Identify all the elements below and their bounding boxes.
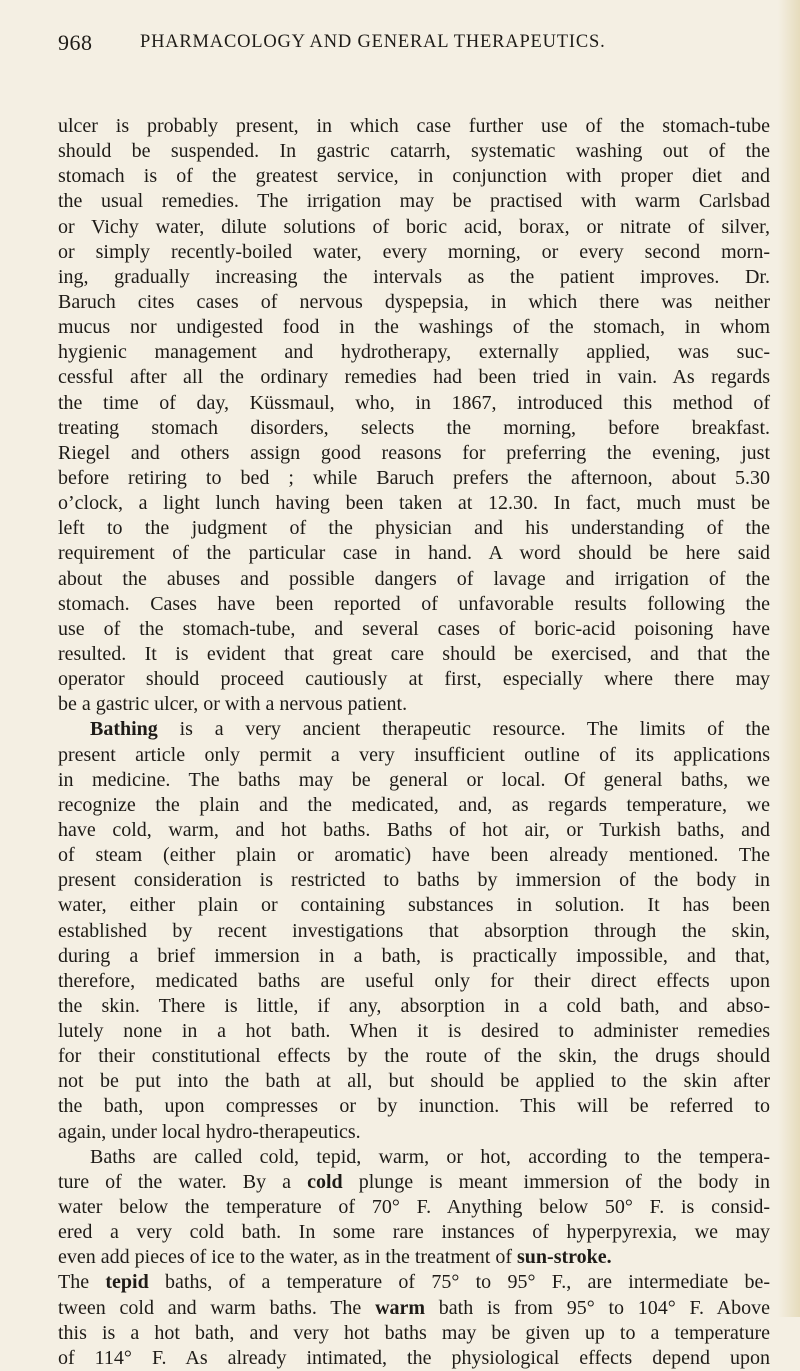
text-segment: mucus nor undigested food in the washings of the stomach, in whom <box>58 316 770 339</box>
text-segment: of 114° F. As already intimated, the physiological effects depend upon <box>58 1346 770 1369</box>
text-line <box>58 617 770 642</box>
text-line <box>58 240 770 265</box>
text-line <box>58 265 770 290</box>
page-header <box>58 24 770 64</box>
text-line <box>58 1245 770 1270</box>
text-line <box>58 491 770 516</box>
text-line <box>58 189 770 214</box>
text-segment: cessful after all the ordinary remedies had been tried in vain. As regards <box>58 366 770 389</box>
text-segment: even add pieces of ice to the water, as in the treatment of <box>58 1246 518 1269</box>
bold-term: cold <box>307 1170 343 1193</box>
text-line <box>58 868 770 893</box>
text-line <box>58 340 770 365</box>
text-line <box>58 567 770 592</box>
text-line <box>58 315 770 340</box>
text-segment: treating stomach disorders, selects the morning, before breakfast. <box>58 416 770 439</box>
text-segment: lutely none in a hot bath. When it is desired to administer remedies <box>58 1020 770 1043</box>
text-segment: the time of day, Küssmaul, who, in 1867, introduced this method of <box>58 391 770 414</box>
text-segment: recognize the plain and the medicated, and, as regards temperature, we <box>58 793 770 816</box>
text-segment: for their constitutional effects by the route of the skin, the drugs should <box>58 1045 770 1068</box>
text-segment: resulted. It is evident that great care should be exercised, and that the <box>58 642 770 665</box>
text-segment: again, under local hydro-therapeutics. <box>58 1120 361 1143</box>
text-line <box>58 768 770 793</box>
text-segment: the usual remedies. The irrigation may be practised with warm Carlsbad <box>58 190 770 213</box>
text-line <box>58 692 770 717</box>
text-line <box>58 1145 770 1170</box>
bold-term: Bathing <box>90 718 158 741</box>
text-segment: Baths are called cold, tepid, warm, or hot, according to the tempera- <box>90 1145 770 1168</box>
text-segment: of steam (either plain or aromatic) have been already mentioned. The <box>58 844 770 867</box>
text-segment: o’clock, a light lunch having been taken at 12.30. In fact, much must be <box>58 492 770 515</box>
text-segment: established by recent investigations that absorption through the skin, <box>58 919 770 942</box>
text-line <box>58 1270 770 1295</box>
text-line <box>58 215 770 240</box>
running-head: PHARMACOLOGY AND GENERAL THERAPEUTICS. <box>140 32 606 52</box>
page-number: 968 <box>58 30 93 55</box>
bold-term: warm <box>375 1296 426 1319</box>
text-segment: ered a very cold bath. In some rare instances of hyperpyrexia, we may <box>58 1221 770 1244</box>
text-segment: ture of the water. By a <box>58 1170 308 1193</box>
text-line <box>58 365 770 390</box>
text-segment: plunge is meant immersion of the body in <box>342 1170 770 1193</box>
text-segment: therefore, medicated baths are useful only for their direct effects upon <box>58 969 770 992</box>
text-line <box>58 516 770 541</box>
text-line <box>58 1094 770 1119</box>
text-segment: in medicine. The baths may be general or local. Of general baths, we <box>58 768 770 791</box>
text-line <box>58 441 770 466</box>
body-text <box>58 114 770 1371</box>
text-segment: stomach. Cases have been reported of unfavorable results following the <box>58 592 770 615</box>
text-segment: should be suspended. In gastric catarrh, systematic washing out of the <box>58 140 770 163</box>
text-segment: present article only permit a very insufficient outline of its applications <box>58 743 770 766</box>
text-line <box>58 642 770 667</box>
text-line <box>58 667 770 692</box>
text-line <box>58 290 770 315</box>
text-line <box>58 391 770 416</box>
text-line <box>58 1195 770 1220</box>
text-segment: The <box>58 1271 106 1294</box>
text-line <box>58 743 770 768</box>
text-segment: water, either plain or containing substances in solution. It has been <box>58 894 770 917</box>
text-segment: water below the temperature of 70° F. Anything below 50° F. is consid- <box>58 1196 770 1219</box>
text-line <box>58 592 770 617</box>
text-segment: or simply recently-boiled water, every morning, or every second morn- <box>58 240 770 263</box>
text-line <box>58 1220 770 1245</box>
text-line <box>58 843 770 868</box>
text-segment: ing, gradually increasing the intervals as the patient improves. Dr. <box>58 265 770 288</box>
text-segment: left to the judgment of the physician and his understanding of the <box>58 517 770 540</box>
text-segment: present consideration is restricted to baths by immersion of the body in <box>58 869 770 892</box>
text-segment: bath is from 95° to 104° F. Above <box>425 1296 770 1319</box>
text-line <box>58 1170 770 1195</box>
text-line <box>58 818 770 843</box>
bold-term: sun-stroke. <box>517 1246 612 1269</box>
text-line <box>58 1321 770 1346</box>
text-line <box>58 717 770 742</box>
text-line <box>58 1019 770 1044</box>
text-segment: or Vichy water, dilute solutions of boric acid, borax, or nitrate of silver, <box>58 215 770 238</box>
text-line <box>58 893 770 918</box>
text-line <box>58 994 770 1019</box>
text-segment: the skin. There is little, if any, absorption in a cold bath, and abso- <box>58 994 770 1017</box>
text-segment: baths, of a temperature of 75° to 95° F., are intermediate be- <box>148 1271 771 1294</box>
text-line <box>58 919 770 944</box>
text-line <box>58 164 770 189</box>
text-segment: tween cold and warm baths. The <box>58 1296 376 1319</box>
text-line <box>58 416 770 441</box>
text-line <box>58 969 770 994</box>
text-segment: have cold, warm, and hot baths. Baths of hot air, or Turkish baths, and <box>58 818 770 841</box>
text-line <box>58 1044 770 1069</box>
text-segment: is a very ancient therapeutic resource. The limits of the <box>157 718 770 741</box>
text-segment: be a gastric ulcer, or with a nervous patient. <box>58 693 408 716</box>
book-page <box>58 24 770 1371</box>
text-segment: use of the stomach-tube, and several cases of boric-acid poisoning have <box>58 617 770 640</box>
text-line <box>58 1120 770 1145</box>
text-line <box>58 114 770 139</box>
page-edge-shadow <box>778 0 800 1317</box>
text-segment: Baruch cites cases of nervous dyspepsia, in which there was neither <box>58 290 770 313</box>
text-segment: Riegel and others assign good reasons for preferring the evening, just <box>58 441 770 464</box>
text-line <box>58 1069 770 1094</box>
text-line <box>58 466 770 491</box>
text-segment: hygienic management and hydrotherapy, externally applied, was suc- <box>58 341 770 364</box>
bold-term: tepid <box>105 1271 149 1294</box>
text-line <box>58 541 770 566</box>
text-segment: ulcer is probably present, in which case further use of the stomach-tube <box>58 115 770 137</box>
text-segment: before retiring to bed ; while Baruch prefers the afternoon, about 5.30 <box>58 466 770 489</box>
text-line <box>58 139 770 164</box>
text-segment: not be put into the bath at all, but should be applied to the skin after <box>58 1070 770 1093</box>
text-line <box>58 1346 770 1371</box>
text-segment: requirement of the particular case in hand. A word should be here said <box>58 542 770 565</box>
text-segment: about the abuses and possible dangers of lavage and irrigation of the <box>58 567 770 590</box>
text-line <box>58 793 770 818</box>
text-segment: stomach is of the greatest service, in conjunction with proper diet and <box>58 165 770 188</box>
text-segment: this is a hot bath, and very hot baths may be given up to a temperature <box>58 1321 770 1344</box>
text-segment: operator should proceed cautiously at first, especially where there may <box>58 668 770 691</box>
text-segment: the bath, upon compresses or by inunction. This will be referred to <box>58 1095 770 1118</box>
text-line <box>58 944 770 969</box>
text-segment: during a brief immersion in a bath, is practically impossible, and that, <box>58 944 770 967</box>
